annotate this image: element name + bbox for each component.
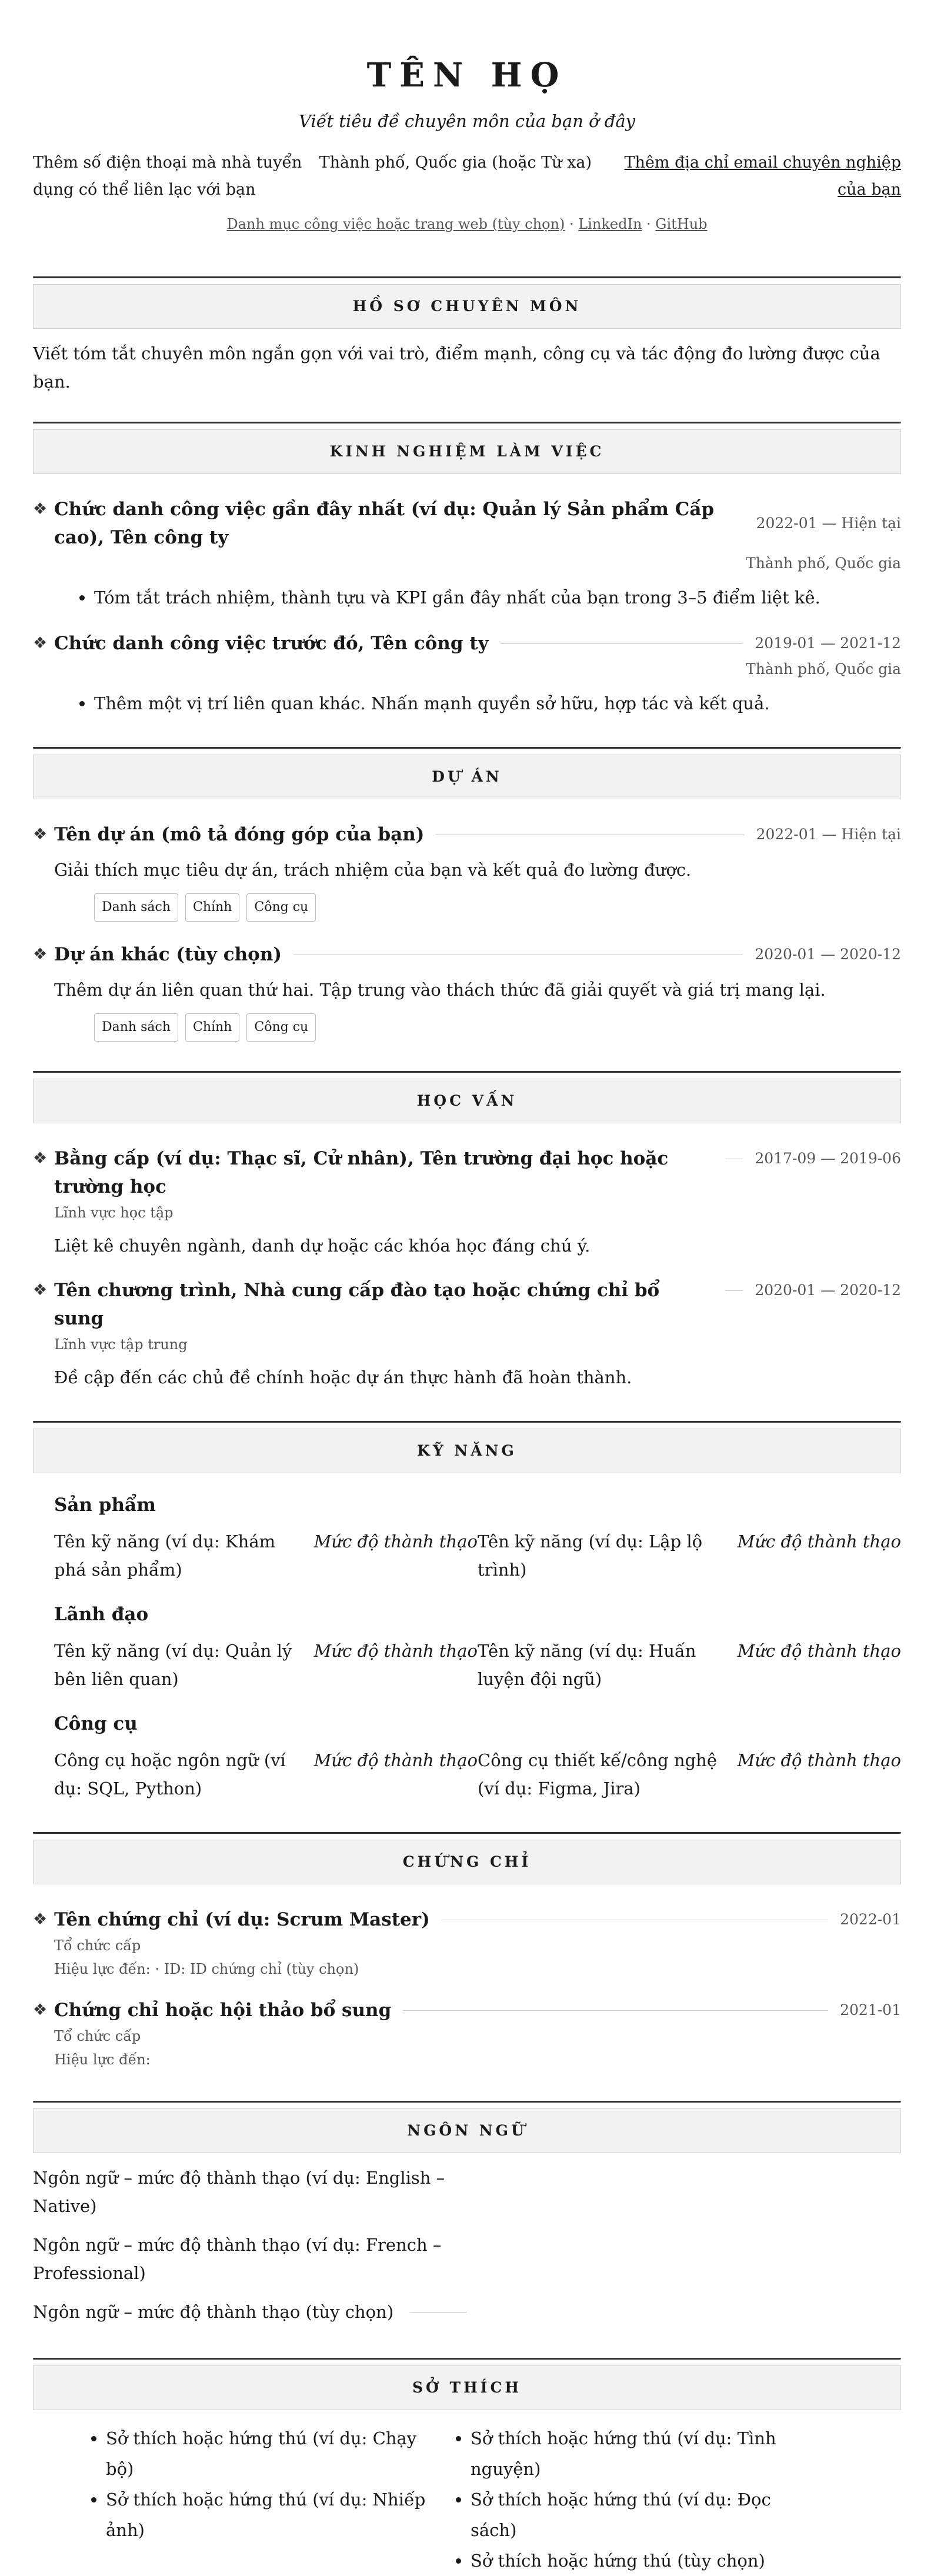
language-line (33, 2298, 467, 2326)
interest-item: • Sở thích hoặc hứng thú (ví dụ: Tình nguyện) (471, 2423, 800, 2484)
project-tag: Công cụ (246, 1013, 316, 1042)
languages-section (33, 2101, 901, 2337)
interest-item: • Sở thích hoặc hứng thú (ví dụ: Nhiếp ảnh) (106, 2484, 435, 2545)
entry-header (33, 1144, 901, 1201)
education-section (33, 1071, 901, 1392)
skill-row (54, 1637, 901, 1693)
project-description: Giải thích mục tiêu dự án, trách nhiệm của bạn và kết quả đo lường được. (54, 860, 692, 880)
section-divider (33, 1421, 901, 1423)
contact-row (33, 149, 901, 203)
skill-group (33, 1600, 901, 1693)
language-item: Ngôn ngữ – mức độ thành thạo (ví dụ: French – Professional) (33, 2235, 442, 2283)
phone-text: Thêm số điện thoại mà nhà tuyển dụng có thể liên lạc với bạn (33, 154, 302, 199)
skill-level: Mức độ thành thạo (313, 1641, 478, 1661)
job-title: Chức danh công việc trước đó, Tên công ty (54, 633, 489, 654)
education-date: 2020-01 — 2020-12 (755, 1282, 901, 1299)
entry-header (33, 495, 901, 552)
skill-name: Tên kỹ năng (ví dụ: Khám phá sản phẩm) (54, 1531, 276, 1580)
section-divider (33, 1832, 901, 1834)
interest-lists (33, 2423, 901, 2576)
diamond-bullet-icon: ❖ (33, 500, 48, 518)
interest-item: • Sở thích hoặc hứng thú (tùy chọn) (471, 2545, 800, 2576)
skill-name: Tên kỹ năng (ví dụ: Quản lý bên liên quan) (54, 1641, 292, 1689)
project-title: Dự án khác (tùy chọn) (54, 944, 282, 965)
section-heading: KỸ NĂNG (33, 1429, 901, 1473)
diamond-bullet-icon: ❖ (33, 825, 48, 843)
certification-date: 2022-01 (840, 1911, 901, 1928)
location-text: Thành phố, Quốc gia (hoặc Từ xa) (319, 154, 592, 172)
skills-section (33, 1421, 901, 1803)
job-bullet: • Tóm tắt trách nhiệm, thành tựu và KPI gần đây nhất của bạn trong 3–5 điểm liệt kê. (94, 583, 901, 612)
section-divider (33, 747, 901, 749)
degree-title: Tên chương trình, Nhà cung cấp đào tạo hoặc chứng chỉ bổ sung (54, 1280, 660, 1329)
skill-name: Tên kỹ năng (ví dụ: Huấn luyện đội ngũ) (478, 1641, 696, 1689)
entry-header (33, 940, 901, 969)
project-tag: Danh sách (94, 1013, 178, 1042)
email-text[interactable]: Thêm địa chỉ email chuyên nghiệp của bạn (624, 154, 902, 199)
skill-level: Mức độ thành thạo (313, 1531, 478, 1551)
entry-header (33, 629, 901, 658)
leader-line (725, 1290, 743, 1291)
leader-line (501, 643, 743, 644)
field-of-study: Lĩnh vực học tập (54, 1204, 174, 1221)
experience-entry (33, 495, 901, 612)
skill-level: Mức độ thành thạo (737, 1641, 901, 1661)
skill-group (33, 1491, 901, 1584)
section-divider (33, 2358, 901, 2360)
skill-row (54, 1527, 901, 1584)
interest-item: • Sở thích hoặc hứng thú (ví dụ: Chạy bộ) (106, 2423, 435, 2484)
skill-group-title: Lãnh đạo (54, 1604, 149, 1625)
skill-item (54, 1527, 478, 1584)
github-link[interactable]: GitHub (655, 216, 708, 232)
section-divider (33, 276, 901, 279)
diamond-bullet-icon: ❖ (33, 945, 48, 963)
experience-section (33, 422, 901, 718)
project-tags (33, 1013, 901, 1042)
skill-level: Mức độ thành thạo (737, 1531, 901, 1551)
project-description: Thêm dự án liên quan thứ hai. Tập trung vào thách thức đã giải quyết và giá trị mang lại. (54, 980, 826, 1000)
job-bullet: • Thêm một vị trí liên quan khác. Nhấn mạnh quyền sở hữu, hợp tác và kết quả. (94, 689, 901, 718)
skill-item (54, 1746, 478, 1803)
skill-name: Tên kỹ năng (ví dụ: Lập lộ trình) (478, 1531, 703, 1580)
candidate-name: TÊN HỌ (366, 56, 568, 95)
skill-item (478, 1527, 901, 1584)
project-entry (33, 940, 901, 1042)
job-date: 2019-01 — 2021-12 (755, 635, 901, 652)
skill-level: Mức độ thành thạo (313, 1750, 478, 1770)
certification-validity: Hiệu lực đến: · ID: ID chứng chỉ (tùy chọn) (54, 1961, 359, 1977)
entry-header (33, 1906, 901, 1934)
section-heading: SỞ THÍCH (33, 2365, 901, 2410)
job-title: Chức danh công việc gần đây nhất (ví dụ: Quản lý Sản phẩm Cấp cao), Tên công ty (54, 499, 715, 548)
certification-issuer: Tổ chức cấp (54, 1937, 141, 1954)
linkedin-link[interactable]: LinkedIn (578, 216, 642, 232)
projects-section (33, 747, 901, 1042)
section-divider (33, 1071, 901, 1073)
skill-item (54, 1637, 478, 1693)
project-tag: Chính (185, 893, 239, 922)
certification-title: Tên chứng chỉ (ví dụ: Scrum Master) (54, 1909, 430, 1930)
diamond-bullet-icon: ❖ (33, 2001, 48, 2019)
interest-list-left (33, 2423, 435, 2576)
diamond-bullet-icon: ❖ (33, 1910, 48, 1928)
education-entry (33, 1276, 901, 1392)
interest-item: • Sở thích hoặc hứng thú (ví dụ: Đọc sách) (471, 2484, 800, 2545)
section-heading: HỒ SƠ CHUYÊN MÔN (33, 284, 901, 329)
portfolio-link[interactable]: Danh mục công việc hoặc trang web (tùy chọn) (226, 216, 565, 232)
project-title: Tên dự án (mô tả đóng góp của bạn) (54, 824, 425, 845)
education-description: Đề cập đến các chủ đề chính hoặc dự án thực hành đã hoàn thành. (54, 1367, 632, 1387)
job-location: Thành phố, Quốc gia (746, 660, 901, 678)
leader-line (410, 2312, 467, 2313)
certification-entry (33, 1906, 901, 1981)
certification-validity: Hiệu lực đến: (54, 2051, 151, 2068)
section-heading: DỰ ÁN (33, 755, 901, 799)
section-heading: CHỨNG CHỈ (33, 1840, 901, 1884)
entry-header (33, 1276, 901, 1333)
skill-level: Mức độ thành thạo (737, 1750, 901, 1770)
language-item-wrapper (33, 2298, 467, 2326)
degree-title: Bằng cấp (ví dụ: Thạc sĩ, Cử nhân), Tên trường đại học hoặc trường học (54, 1148, 669, 1197)
skill-group-title: Công cụ (54, 1713, 138, 1734)
project-tags (33, 893, 901, 922)
leader-line (403, 2010, 828, 2011)
education-date: 2017-09 — 2019-06 (755, 1150, 901, 1167)
section-heading: HỌC VẤN (33, 1079, 901, 1123)
certification-issuer: Tổ chức cấp (54, 2028, 141, 2044)
project-date: 2020-01 — 2020-12 (755, 946, 901, 963)
job-date: 2022-01 — Hiện tại (756, 515, 901, 532)
project-tag: Danh sách (94, 893, 178, 922)
diamond-bullet-icon: ❖ (33, 634, 48, 652)
skill-name: Công cụ hoặc ngôn ngữ (ví dụ: SQL, Python) (54, 1750, 286, 1798)
project-tag: Công cụ (246, 893, 316, 922)
section-heading: NGÔN NGỮ (33, 2108, 901, 2153)
experience-entry (33, 629, 901, 718)
certification-title: Chứng chỉ hoặc hội thảo bổ sung (54, 2000, 392, 2021)
diamond-bullet-icon: ❖ (33, 1149, 48, 1167)
profile-links (33, 214, 901, 234)
summary-section (33, 276, 901, 396)
job-bullets (33, 583, 901, 612)
email-link[interactable] (606, 149, 901, 203)
certification-entry (33, 1996, 901, 2071)
project-date: 2022-01 — Hiện tại (756, 826, 901, 843)
entry-header (33, 820, 901, 849)
education-description: Liệt kê chuyên ngành, danh dự hoặc các khóa học đáng chú ý. (54, 1236, 591, 1256)
language-item: Ngôn ngữ – mức độ thành thạo (tùy chọn) (33, 2302, 394, 2322)
interests-section (33, 2358, 901, 2576)
job-location: Thành phố, Quốc gia (746, 555, 901, 572)
certifications-section (33, 1832, 901, 2071)
language-list (33, 2164, 901, 2337)
section-divider (33, 422, 901, 424)
skill-group (33, 1710, 901, 1803)
skill-item (478, 1637, 901, 1693)
summary-text: Viết tóm tắt chuyên môn ngắn gọn với vai trò, điểm mạnh, công cụ và tác động đo lường được của bạn. (33, 343, 880, 392)
skill-name: Công cụ thiết kế/công nghệ (ví dụ: Figma, Jira) (478, 1750, 717, 1798)
project-entry (33, 820, 901, 922)
interest-list-right (435, 2423, 800, 2576)
skill-row (54, 1746, 901, 1803)
diamond-bullet-icon: ❖ (33, 1281, 48, 1299)
professional-headline: Viết tiêu đề chuyên môn của bạn ở đây (298, 111, 635, 131)
project-tag: Chính (185, 1013, 239, 1042)
entry-header (33, 1996, 901, 2024)
section-divider (33, 2101, 901, 2103)
certification-date: 2021-01 (840, 2001, 901, 2018)
skill-item (478, 1746, 901, 1803)
link-separator: · (642, 216, 656, 232)
field-of-study: Lĩnh vực tập trung (54, 1336, 188, 1353)
section-heading: KINH NGHIỆM LÀM VIỆC (33, 429, 901, 474)
link-separator: · (565, 216, 579, 232)
skill-group-title: Sản phẩm (54, 1494, 156, 1516)
language-item: Ngôn ngữ – mức độ thành thạo (ví dụ: English – Native) (33, 2168, 445, 2216)
job-bullets (33, 689, 901, 718)
education-entry (33, 1144, 901, 1260)
